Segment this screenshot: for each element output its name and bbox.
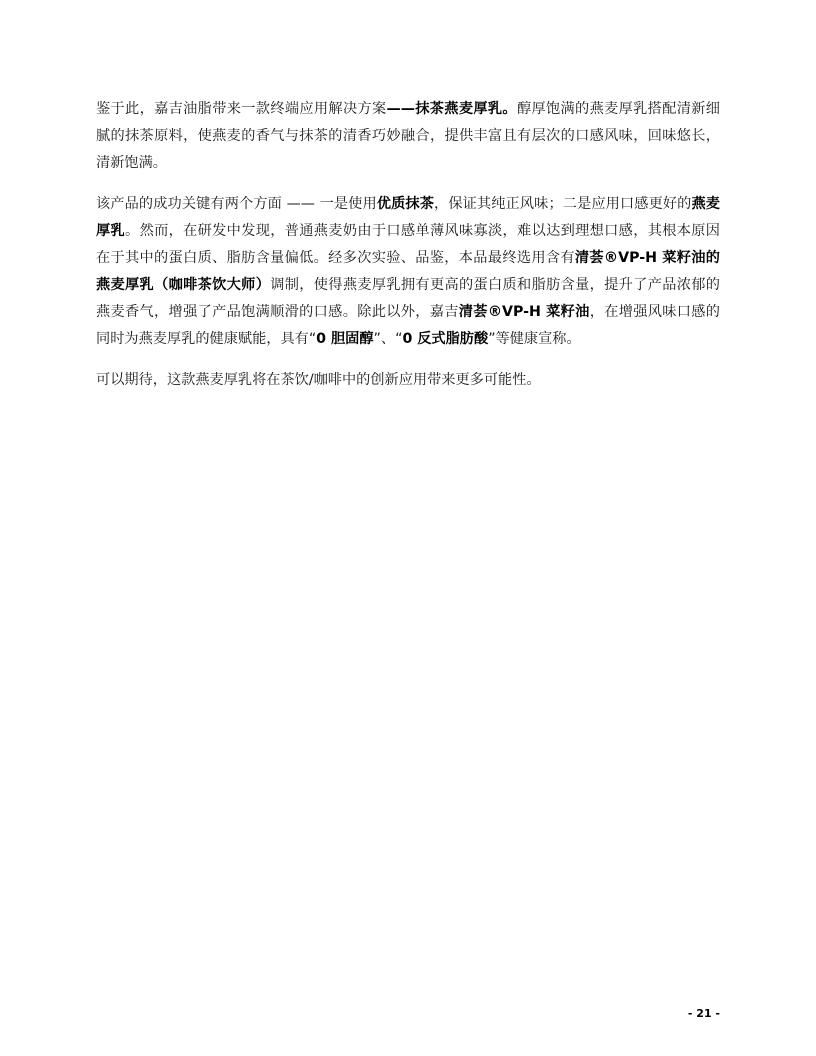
- intro-text-2: 醇厚饱满的燕麦厚乳搭配清新细腻的抹茶原料，使燕麦的香气与抹茶的清香巧妙融合，提供丰富且有层次的口感风味，回味悠长，清新饱满。: [96, 101, 720, 171]
- outlook-text: 可以期待，这款燕麦厚乳将在茶饮/咖啡中的创新应用带来更多可能性。: [96, 372, 541, 388]
- paragraph-intro: [96, 96, 720, 177]
- factors-bold-trans-fat: 0 反式脂肪酸: [402, 331, 489, 347]
- factors-bold-product: 清荟®VP-H 菜籽油的燕麦厚乳（咖啡茶饮大师）: [96, 250, 720, 293]
- factors-text-4: 调制，使得燕麦厚乳拥有更高的蛋白质和脂肪含量，提升了产品浓郁的燕麦香气，增强了产品饱满顺滑的口感。除此以外，嘉吉: [96, 277, 720, 320]
- factors-text-7: ”等健康宣称。: [488, 331, 581, 347]
- factors-bold-oat-milk: 燕麦厚乳: [96, 196, 720, 239]
- factors-text-5: ，在增强风味口感的同时为燕麦厚乳的健康赋能，具有“: [96, 304, 720, 347]
- intro-text-1: 鉴于此，嘉吉油脂带来一款终端应用解决方案: [96, 101, 387, 117]
- factors-text-2: ，保证其纯正风味；二是应用口感更好的: [434, 196, 692, 212]
- paragraph-key-factors: [96, 191, 720, 353]
- factors-bold-oil: 清荟®VP-H 菜籽油: [458, 304, 590, 320]
- page-number: - 21 -: [687, 1007, 720, 1020]
- paragraph-outlook: [96, 367, 720, 394]
- page-body: [96, 96, 720, 408]
- intro-product-name: ——抹茶燕麦厚乳。: [386, 101, 517, 117]
- factors-bold-cholesterol: 0 胆固醇: [316, 331, 374, 347]
- factors-text-1: 该产品的成功关键有两个方面 —— 一是使用: [96, 196, 377, 212]
- factors-text-3: 。然而，在研发中发现，普通燕麦奶由于口感单薄风味寡淡，难以达到理想口感，其根本原因在于其中的蛋白质、脂肪含量偏低。经多次实验、品鉴，本品最终选用含有: [96, 223, 720, 266]
- factors-bold-matcha: 优质抹茶: [376, 196, 435, 212]
- factors-text-6: ”、“: [373, 331, 403, 347]
